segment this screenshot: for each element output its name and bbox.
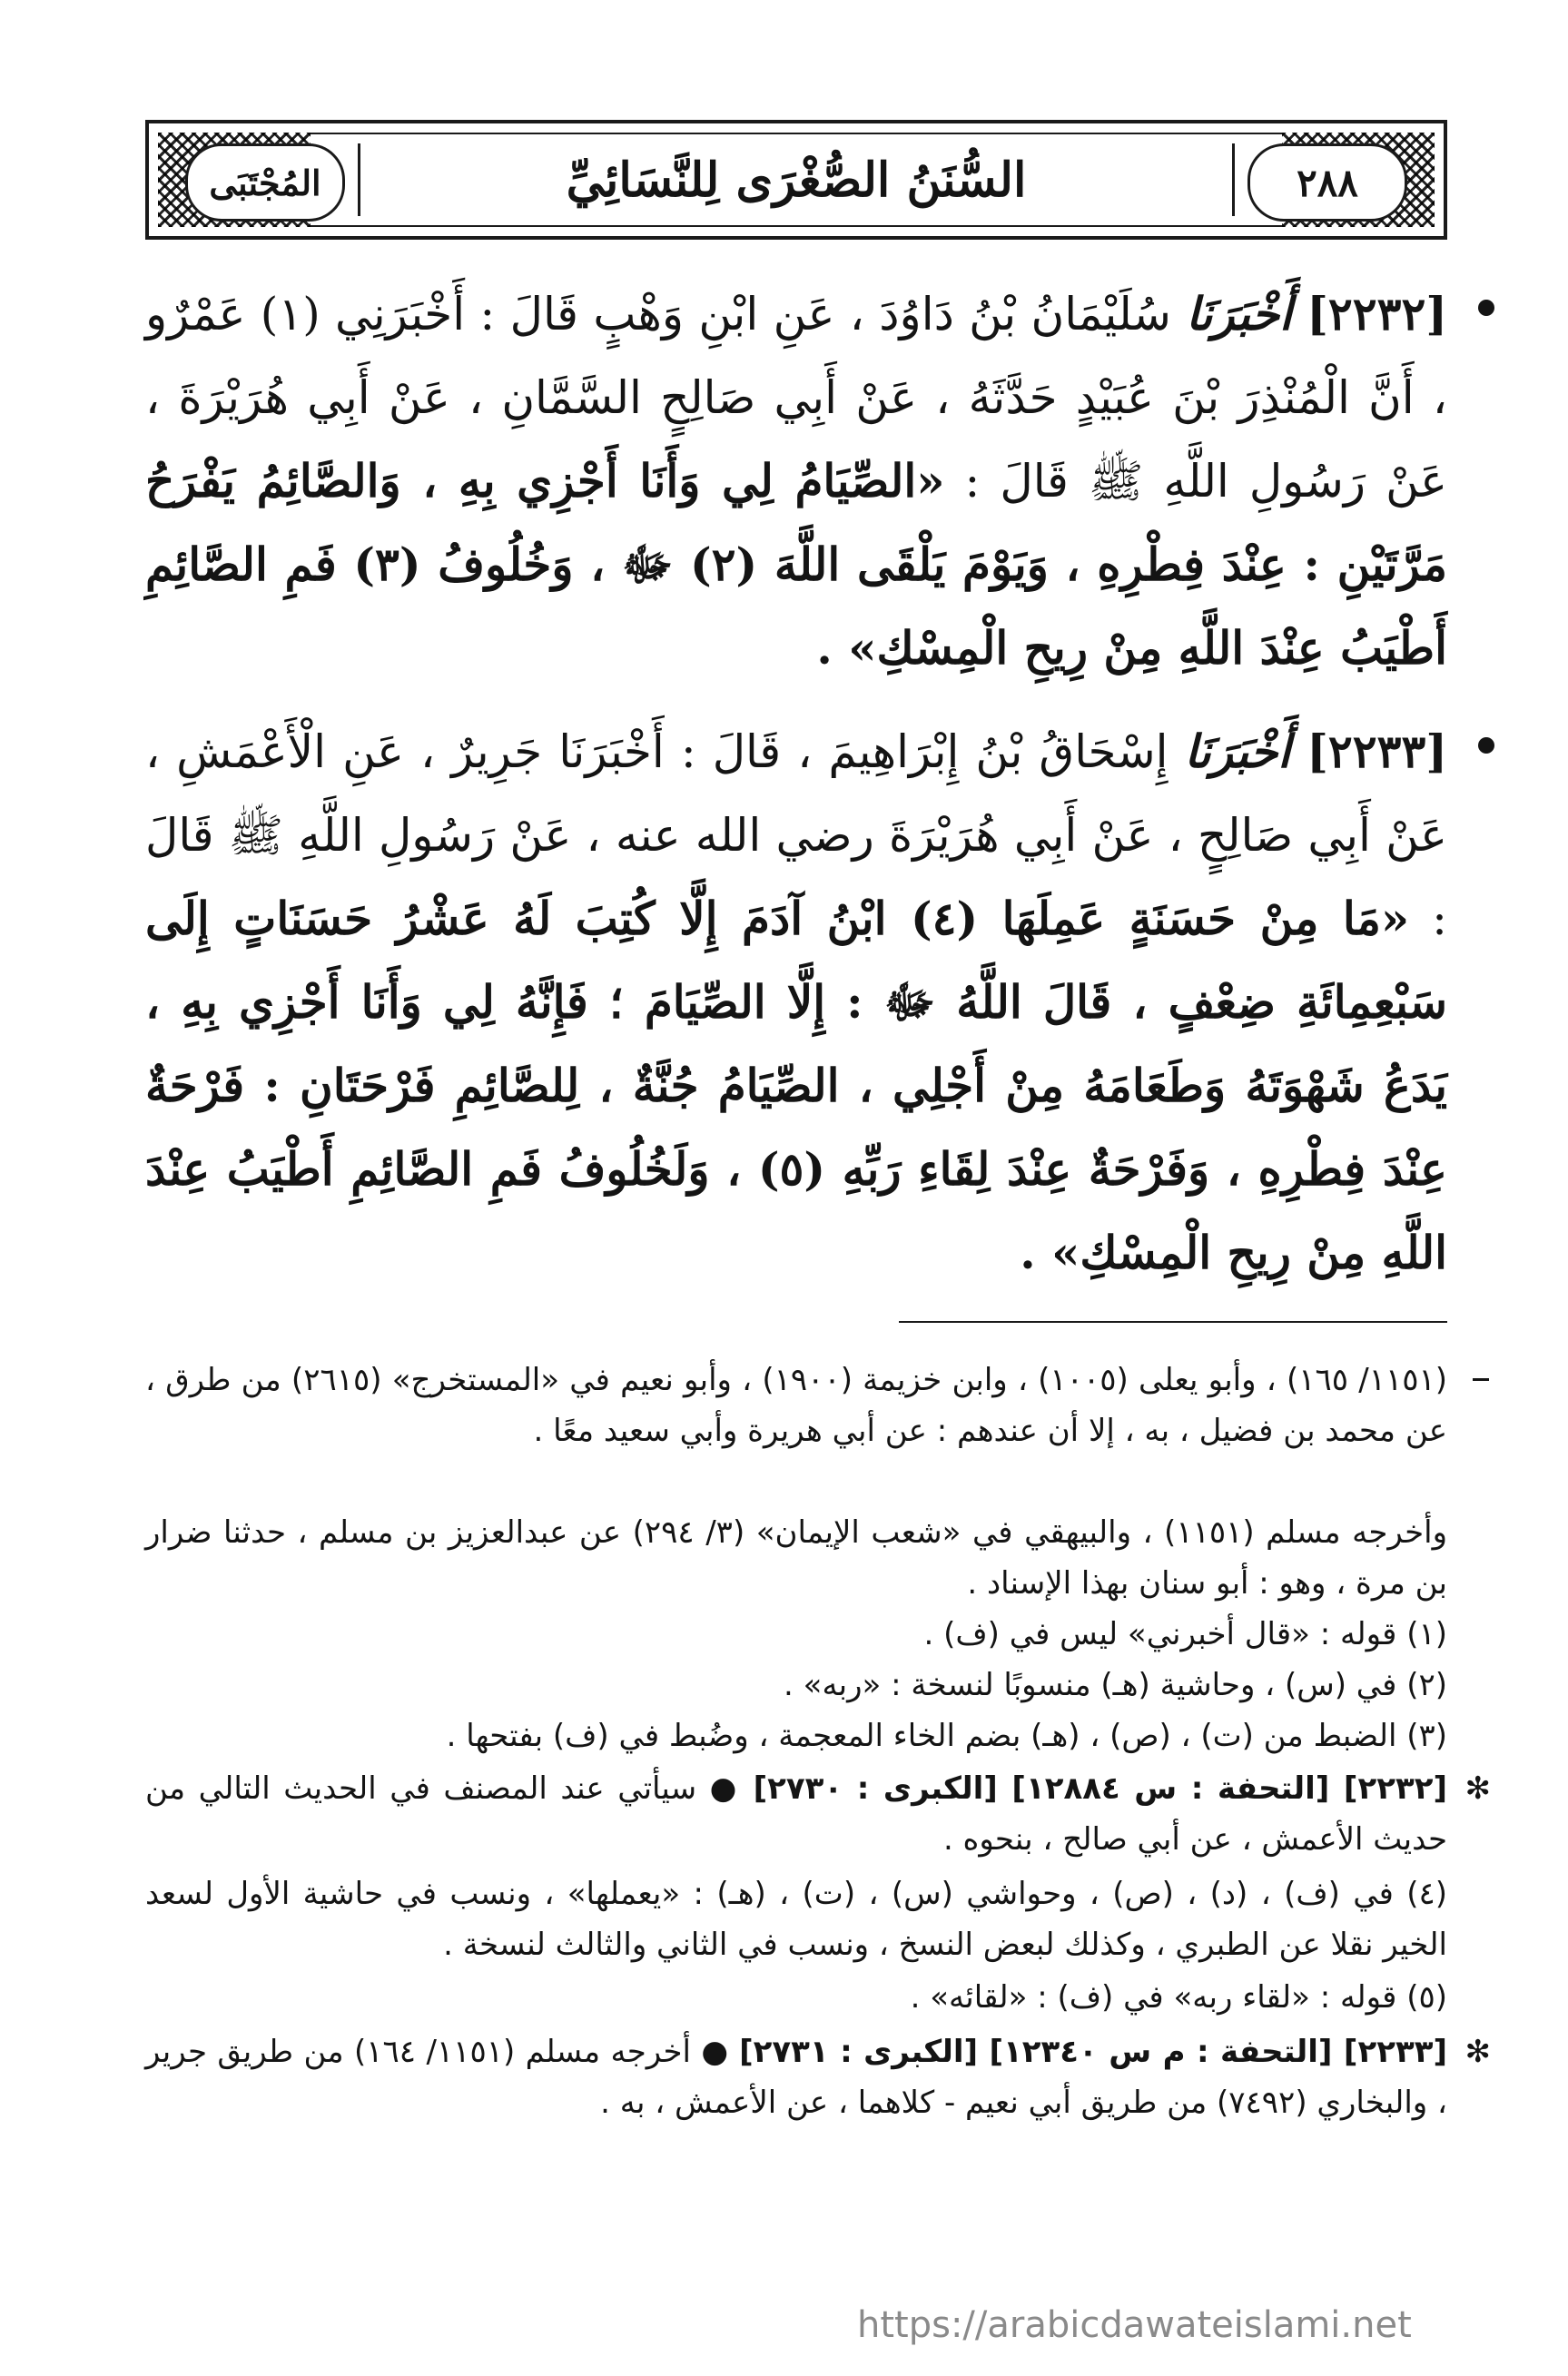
asterisk-icon: ✻	[1464, 2034, 1491, 2070]
footnote-3	[145, 1711, 1447, 1761]
akhbarana-label: أَخْبَرَنَا	[1186, 287, 1292, 340]
footnote-2	[145, 1660, 1447, 1711]
reference-2233	[145, 2026, 1491, 2128]
reference-codes: [٢٢٣٣] [التحفة : م س ١٢٣٤٠] [الكبرى : ٢٧٣١]	[739, 2034, 1448, 2070]
footnote-1	[145, 1609, 1447, 1660]
hadith-number: [٢٢٣٢]	[1307, 287, 1447, 340]
hadith-isnad: سُلَيْمَانُ بْنُ دَاوُدَ ، عَنِ ابْنِ وَهْبٍ قَالَ : أَخْبَرَنِي (١) عَمْرٌو ، أَنَّ الْمُنْذِرَ بْنَ عُبَيْدٍ حَدَّثَهُ ، عَنْ أَبِي صَالِحٍ السَّمَّانِ ، عَنْ أَبِي هُرَيْرَةَ ، عَنْ رَسُولِ اللَّهِ ﷺ قَالَ :	[145, 288, 1447, 508]
reference-2232	[145, 1763, 1491, 1865]
footnote-text: وأخرجه مسلم (١١٥١) ، والبيهقي في «شعب الإيمان» (٣/ ٢٩٤) عن عبدالعزيز بن مسلم ، حدثنا ضرار بن مرة ، وهو : أبو سنان بهذا الإسناد .	[145, 1514, 1447, 1602]
footnote-takhrij-muslim	[145, 1507, 1447, 1609]
continuation-dash	[1473, 1378, 1489, 1381]
footnote-text: (٤) في (ف) ، (د) ، (ص) ، وحواشي (س) ، (ت) ، (هـ) : «يعملها» ، ونسب في حاشية الأول لسعد الخير نقلا عن الطبري ، وكذلك لبعض النسخ ، ونسب في الثاني والثالث لنسخة .	[145, 1876, 1447, 1963]
reference-text	[145, 2026, 1447, 2128]
footnote-continuation	[145, 1355, 1447, 1456]
bullet-icon	[1478, 737, 1494, 754]
footnote-text: (٣) الضبط من (ت) ، (ص) ، (هـ) بضم الخاء المعجمة ، وضُبط في (ف) بفتحها .	[446, 1718, 1447, 1754]
footnote-text: (٥) قوله : «لقاء ربه» في (ف) : «لقائه» .	[910, 1979, 1447, 2016]
footnote-text: (١١٥١/ ١٦٥) ، وأبو يعلى (١٠٠٥) ، وابن خزيمة (١٩٠٠) ، وأبو نعيم في «المستخرج» (٢٦١٥) من طرق ، عن محمد بن فضيل ، به ، إلا أن عندهم : عن أبي هريرة وأبي سعيد معًا .	[145, 1362, 1448, 1449]
watermark-url: https://arabicdawateislami.net	[857, 2304, 1412, 2346]
hadith-matn: «الصِّيَامُ لِي وَأَنَا أَجْزِي بِهِ ، وَالصَّائِمُ يَفْرَحُ مَرَّتَيْنِ : عِنْدَ فِطْرِهِ ، وَيَوْمَ يَلْقَى اللَّهَ (٢) ﷻ ، وَخُلُوفُ (٣) فَمِ الصَّائِمِ أَطْيَبُ عِنْدَ اللَّهِ مِنْ رِيحِ الْمِسْكِ» .	[145, 454, 1448, 675]
page-number: ٢٨٨	[1247, 143, 1407, 222]
footnote-text: (٢) في (س) ، وحاشية (هـ) منسوبًا لنسخة : «ربه» .	[784, 1667, 1447, 1703]
reference-codes: [٢٢٣٢] [التحفة : س ١٢٨٨٤] [الكبرى : ٢٧٣٠]	[753, 1770, 1447, 1807]
hadith-matn: «مَا مِنْ حَسَنَةٍ عَمِلَهَا (٤) ابْنُ آدَمَ إِلَّا كُتِبَ لَهُ عَشْرُ حَسَنَاتٍ إِلَى سَبْعِمِائَةِ ضِعْفٍ ، قَالَ اللَّهُ ﷻ : إِلَّا الصِّيَامَ ؛ فَإِنَّهُ لِي وَأَنَا أَجْزِي بِهِ ، يَدَعُ شَهْوَتَهُ وَطَعَامَهُ مِنْ أَجْلِي ، الصِّيَامُ جُنَّةٌ ، لِلصَّائِمِ فَرْحَتَانِ : فَرْحَةٌ عِنْدَ فِطْرِهِ ، وَفَرْحَةٌ عِنْدَ لِقَاءِ رَبِّهِ (٥) ، وَلَخُلُوفُ فَمِ الصَّائِمِ أَطْيَبُ عِنْدَ اللَّهِ مِنْ رِيحِ الْمِسْكِ» .	[145, 892, 1447, 1279]
akhbarana-label: أَخْبَرَنَا	[1184, 725, 1291, 778]
footnote-5	[145, 1972, 1447, 2023]
footnote-text: (١) قوله : «قال أخبرني» ليس في (ف) .	[923, 1616, 1447, 1652]
hadith-2232	[145, 272, 1447, 690]
hadith-isnad: إِسْحَاقُ بْنُ إِبْرَاهِيمَ ، قَالَ : أَخْبَرَنَا جَرِيرٌ ، عَنِ الْأَعْمَشِ ، عَنْ أَبِي صَالِحٍ ، عَنْ أَبِي هُرَيْرَةَ رضي الله عنه ، عَنْ رَسُولِ اللَّهِ ﷺ قَالَ :	[145, 725, 1447, 945]
bullet-icon	[1478, 300, 1494, 316]
book-title: السُّنَنُ الصُّغْرَى لِلنَّسَائِيِّ	[358, 143, 1235, 216]
page-header	[145, 120, 1447, 240]
reference-note: ● أخرجه مسلم (١١٥١/ ١٦٤) من طريق جرير ، والبخاري (٧٤٩٢) من طريق أبي نعيم - كلاهما ، عن الأعمش ، به .	[145, 2034, 1447, 2121]
book-emblem: المُجْتَبَى	[185, 143, 345, 222]
footnote-4	[145, 1868, 1447, 1970]
reference-note: ● سيأتي عند المصنف في الحديث التالي من حديث الأعمش ، عن أبي صالح ، بنحوه .	[145, 1770, 1447, 1858]
hadith-2233	[145, 710, 1447, 1295]
footnote-separator	[899, 1321, 1447, 1323]
asterisk-icon: ✻	[1464, 1770, 1491, 1807]
reference-text	[145, 1763, 1447, 1865]
hadith-number: [٢٢٣٣]	[1307, 725, 1447, 778]
